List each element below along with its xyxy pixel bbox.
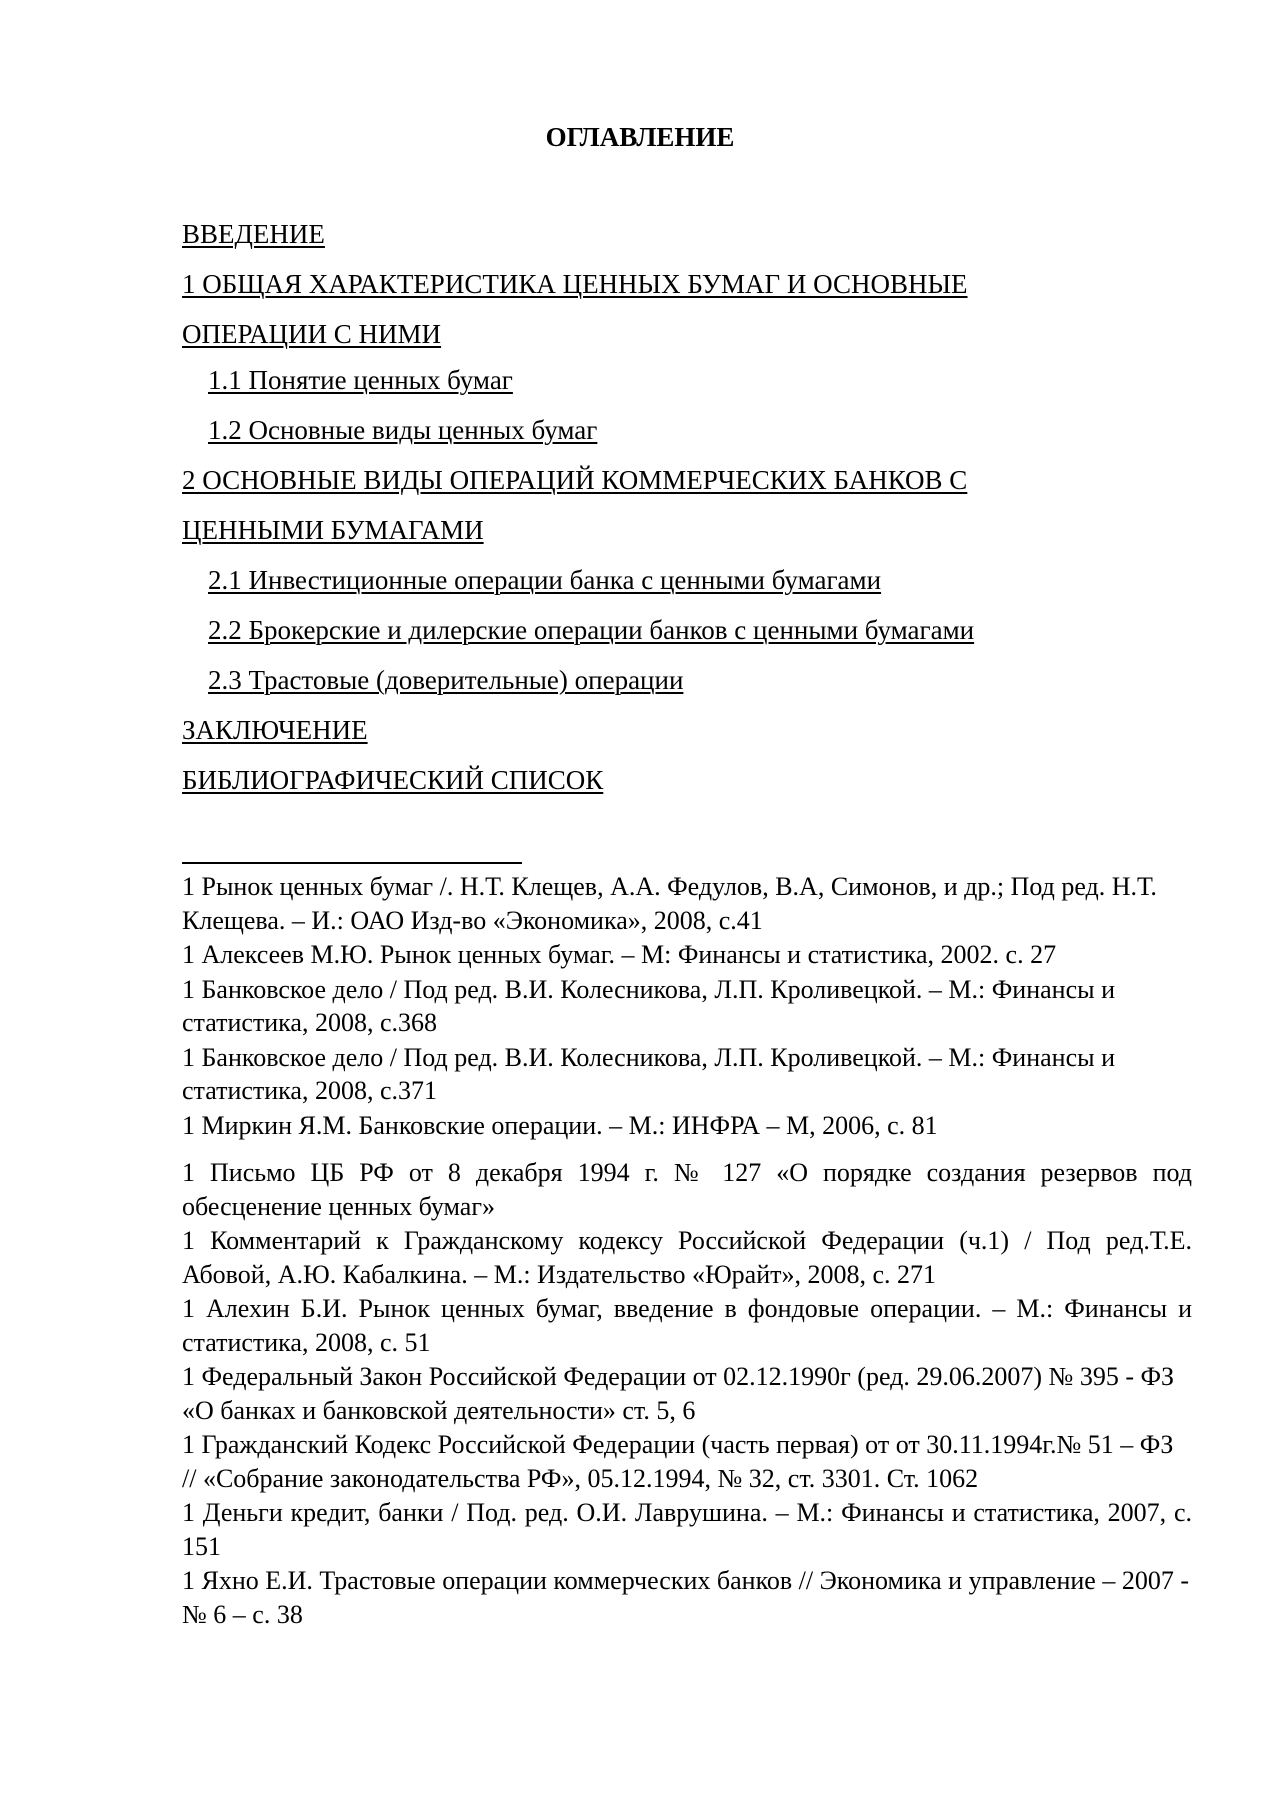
toc-link-chapter-1-cont[interactable]: ОПЕРАЦИИ С НИМИ xyxy=(182,319,442,349)
toc-link-chapter-2[interactable]: 2 ОСНОВНЫЕ ВИДЫ ОПЕРАЦИЙ КОММЕРЧЕСКИХ БАНКОВ С xyxy=(182,465,968,495)
toc-link-chapter-2-cont[interactable]: ЦЕННЫМИ БУМАГАМИ xyxy=(182,515,484,545)
footnote: 1 Миркин Я.М. Банковские операции. – М.: ИНФРА – М, 2006, с. 81 xyxy=(182,1110,938,1140)
toc-link-conclusion[interactable]: ЗАКЛЮЧЕНИЕ xyxy=(182,715,368,745)
footnote: 1 Банковское дело / Под ред. В.И. Колесникова, Л.П. Кроливецкой. – М.: Финансы и статистика, 2008, с.371 xyxy=(182,1042,1116,1105)
toc-link-section-2-1[interactable]: 2.1 Инвестиционные операции банка с ценными бумагами xyxy=(208,565,882,595)
footnote: 1 Алексеев М.Ю. Рынок ценных бумаг. – М: Финансы и статистика, 2002. с. 27 xyxy=(182,940,1057,969)
footnote: 1 Комментарий к Гражданскому кодексу Российской Федерации (ч.1) / Под ред.Т.Е. Абовой, А.Ю. Кабалкина. – М.: Издательство «Юрайт», 2008, с. 271 xyxy=(182,1226,1192,1289)
footnotes xyxy=(182,870,1192,1632)
footnote: 1 Гражданский Кодекс Российской Федерации (часть первая) от от 30.11.1994г.№ 51 – ФЗ // «Собрание законодательства РФ», 05.12.1994, № 32, ст. 3301. Ст. 1062 xyxy=(182,1430,1174,1493)
footnote: 1 Письмо ЦБ РФ от 8 декабря 1994 г. № 127 «О порядке создания резервов под обесценение ценных бумаг» xyxy=(182,1158,1192,1221)
toc-link-section-2-3[interactable]: 2.3 Трастовые (доверительные) операции xyxy=(208,665,684,695)
footnote: 1 Яхно Е.И. Трастовые операции коммерческих банков // Экономика и управление – 2007 - № 6 – с. 38 xyxy=(182,1566,1189,1629)
footnote: 1 Банковское дело / Под ред. В.И. Колесникова, Л.П. Кроливецкой. – М.: Финансы и статистика, 2008, с.368 xyxy=(182,974,1116,1037)
toc-link-bibliography[interactable]: БИБЛИОГРАФИЧЕСКИЙ СПИСОК xyxy=(182,765,604,795)
toc-link-section-2-2[interactable]: 2.2 Брокерские и дилерские операции банков с ценными бумагами xyxy=(208,615,975,645)
footnote-separator xyxy=(182,862,522,864)
footnote: 1 Алехин Б.И. Рынок ценных бумаг, введение в фондовые операции. – М.: Финансы и статистика, 2008, с. 51 xyxy=(182,1294,1192,1357)
footnote: 1 Федеральный Закон Российской Федерации от 02.12.1990г (ред. 29.06.2007) № 395 - ФЗ «О банках и банковской деятельности» ст. 5, 6 xyxy=(182,1362,1175,1425)
footnote: 1 Рынок ценных бумаг /. Н.Т. Клещев, А.А. Федулов, В.А, Симонов, и др.; Под ред. Н.Т. Клещева. – И.: ОАО Изд-во «Экономика», 2008, с.41 xyxy=(182,872,1157,935)
toc-link-section-1-1[interactable]: 1.1 Понятие ценных бумаг xyxy=(208,365,513,395)
footnote: 1 Деньги кредит, банки / Под. ред. О.И. Лаврушина. – М.: Финансы и статистика, 2007, с. 151 xyxy=(182,1498,1192,1561)
toc-link-introduction[interactable]: ВВЕДЕНИЕ xyxy=(182,219,325,249)
toc-link-section-1-2[interactable]: 1.2 Основные виды ценных бумаг xyxy=(208,415,598,445)
table-of-contents xyxy=(182,217,1192,797)
toc-link-chapter-1[interactable]: 1 ОБЩАЯ ХАРАКТЕРИСТИКА ЦЕННЫХ БУМАГ И ОСНОВНЫЕ xyxy=(182,269,968,299)
page-title: ОГЛАВЛЕНИЕ xyxy=(545,122,735,152)
